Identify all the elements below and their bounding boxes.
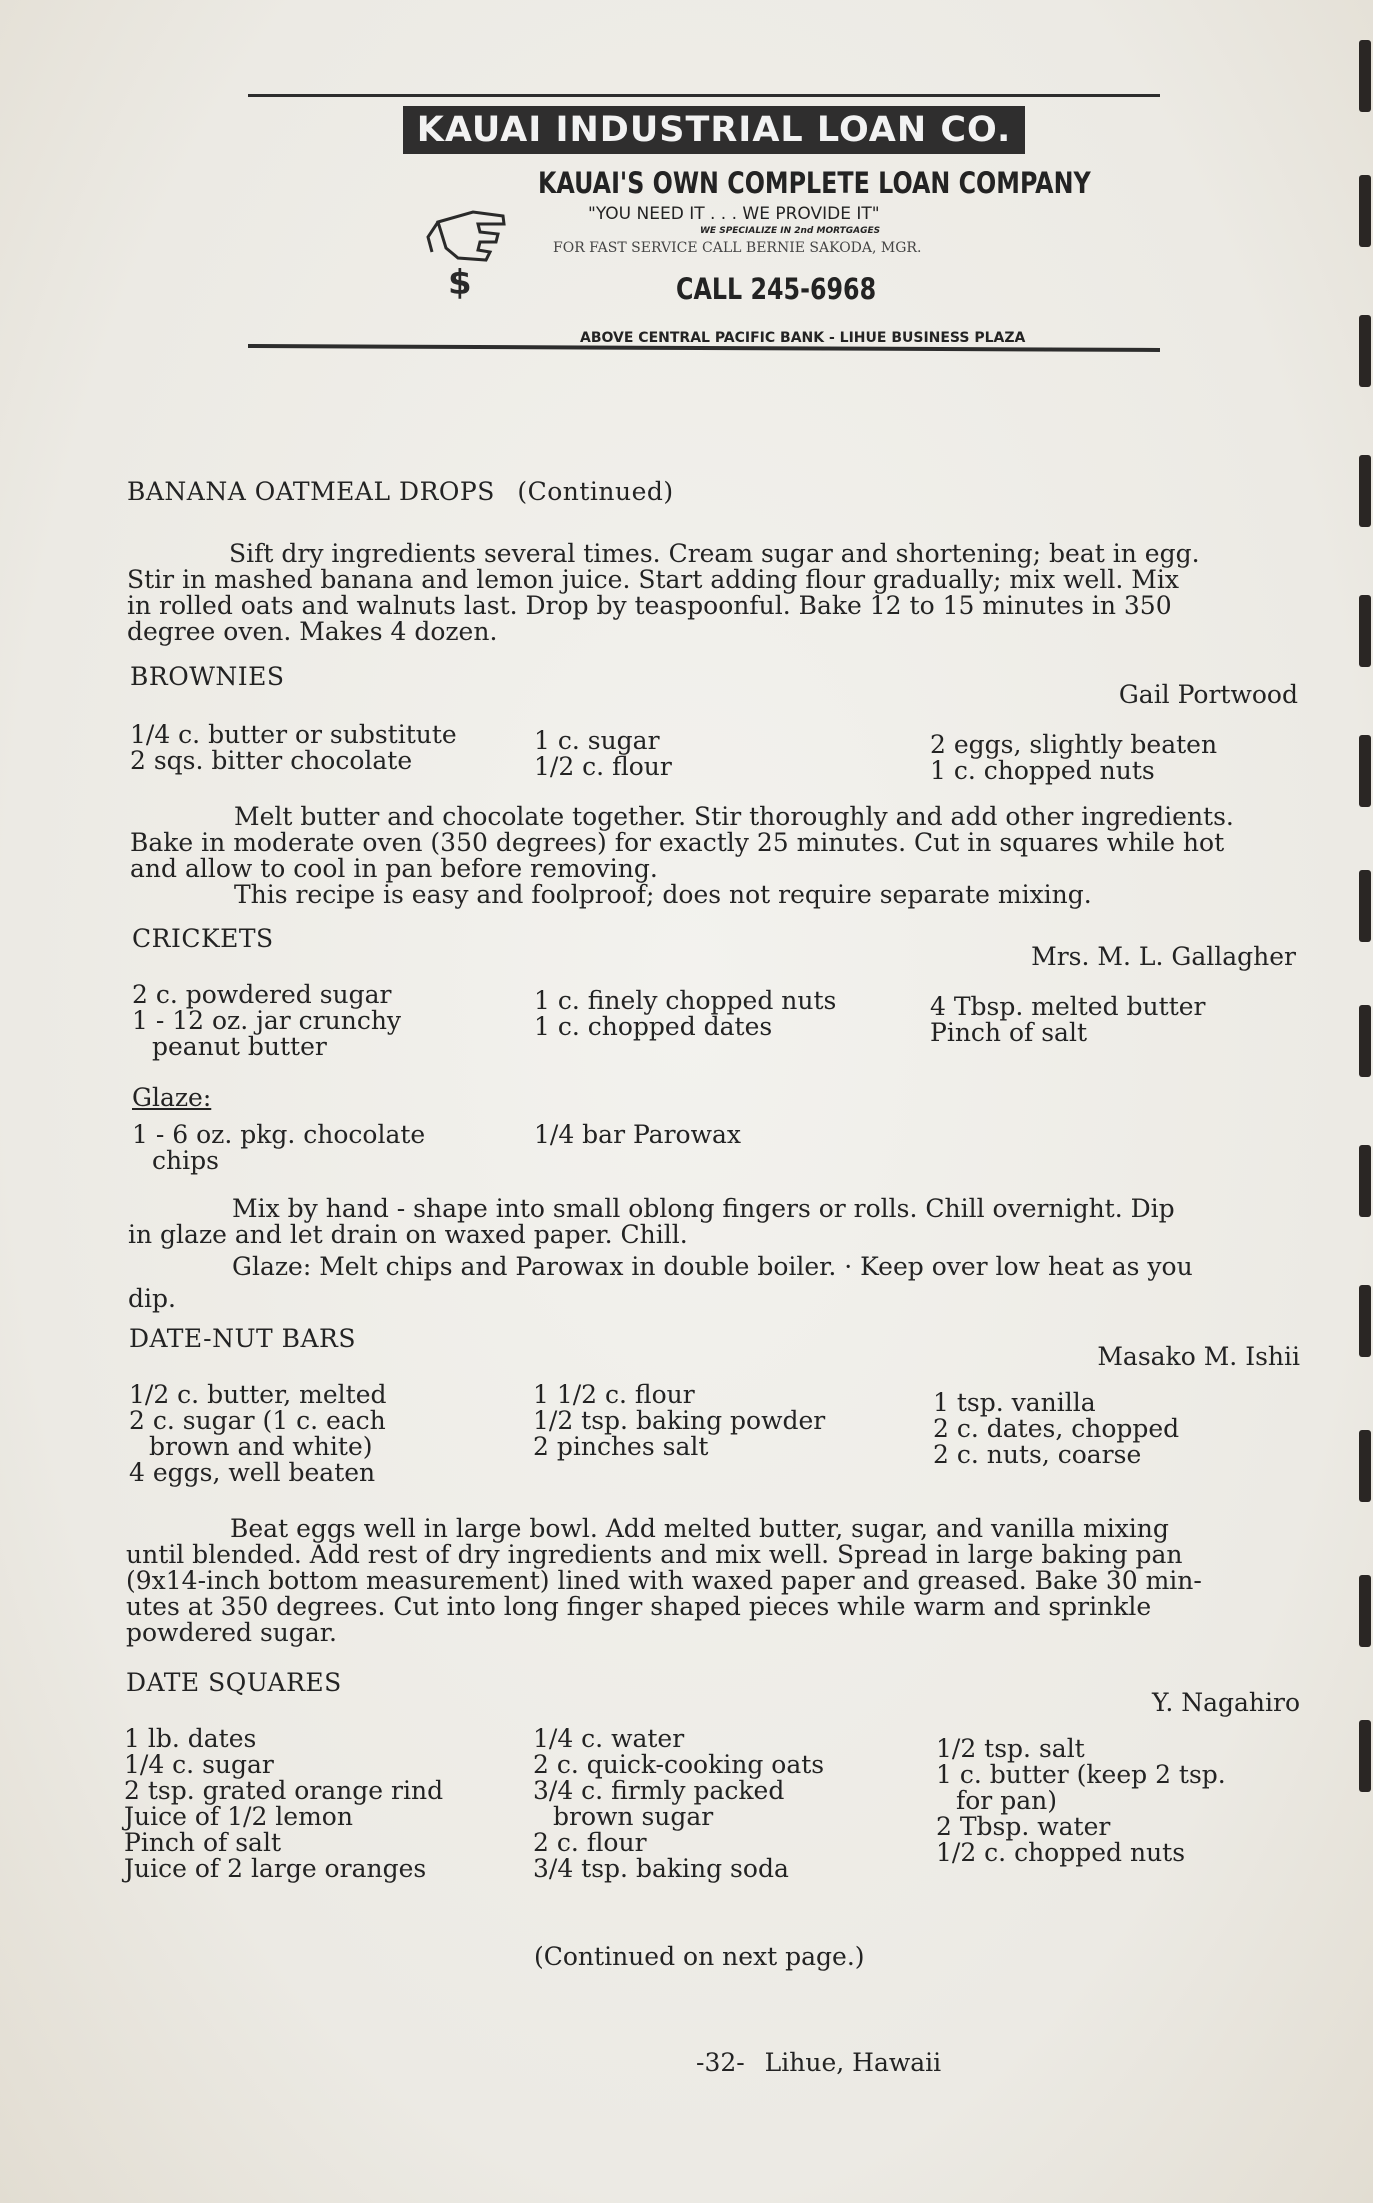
ingredient: brown sugar bbox=[553, 1802, 714, 1831]
directions-line: (9x14-inch bottom measurement) lined with waxed paper and greased. Bake 30 min- bbox=[126, 1566, 1202, 1595]
footer-location: Lihue, Hawaii bbox=[764, 2048, 942, 2077]
ingredient: 1 - 12 oz. jar crunchy bbox=[132, 1006, 402, 1035]
ingredient: 1/4 bar Parowax bbox=[534, 1120, 741, 1149]
recipe-title-datenut: DATE-NUT BARS bbox=[129, 1324, 357, 1353]
ingredient: Juice of 2 large oranges bbox=[124, 1854, 427, 1883]
ingredient: chips bbox=[152, 1146, 219, 1175]
directions-line: powdered sugar. bbox=[126, 1618, 337, 1647]
ingredients-col-1 bbox=[129, 1382, 387, 1486]
ingredients-col-2 bbox=[533, 1382, 825, 1460]
ingredients-col-3 bbox=[936, 1736, 1226, 1866]
ingredients-col-1 bbox=[124, 1726, 443, 1882]
directions-line: Mix by hand - shape into small oblong fingers or rolls. Chill overnight. Dip bbox=[232, 1194, 1175, 1223]
ingredient: 2 c. dates, chopped bbox=[933, 1414, 1180, 1443]
ingredients-col-1 bbox=[132, 982, 401, 1060]
glaze-label: Glaze: bbox=[132, 1083, 212, 1112]
brownies-directions bbox=[130, 804, 1300, 908]
recipe-title-banana bbox=[127, 479, 674, 505]
continued-note: (Continued) bbox=[517, 477, 674, 506]
ingredient: 1 c. chopped dates bbox=[534, 1012, 773, 1041]
ingredient: peanut butter bbox=[152, 1032, 327, 1061]
ingredient: 1/4 c. sugar bbox=[124, 1750, 274, 1779]
ingredient: 1/2 c. butter, melted bbox=[129, 1380, 387, 1409]
directions-line: Bake in moderate oven (350 degrees) for exactly 25 minutes. Cut in squares while hot bbox=[130, 828, 1225, 857]
page-number: -32- bbox=[696, 2048, 745, 2077]
pointing-hand-icon bbox=[418, 182, 518, 302]
ingredient: 2 c. quick-cooking oats bbox=[533, 1750, 825, 1779]
ingredients-col-3 bbox=[930, 994, 1206, 1046]
ingredient: 4 eggs, well beaten bbox=[129, 1458, 376, 1487]
datenut-directions bbox=[126, 1516, 1286, 1646]
ingredients-col-3 bbox=[930, 732, 1217, 784]
ingredient: 2 c. nuts, coarse bbox=[933, 1440, 1142, 1469]
ad-banner: KAUAI INDUSTRIAL LOAN CO. bbox=[403, 106, 1025, 154]
ingredient: Pinch of salt bbox=[930, 1018, 1087, 1047]
ingredient: Pinch of salt bbox=[124, 1828, 281, 1857]
recipe-title-crickets: CRICKETS bbox=[132, 924, 274, 953]
ingredient: 2 c. powdered sugar bbox=[132, 980, 392, 1009]
glaze-col-2 bbox=[534, 1122, 741, 1148]
recipe-author: Gail Portwood bbox=[1118, 680, 1298, 709]
crickets-directions bbox=[128, 1196, 1300, 1312]
ingredient: 3/4 c. firmly packed bbox=[533, 1776, 785, 1805]
ingredient: brown and white) bbox=[149, 1432, 373, 1461]
ingredient: 2 Tbsp. water bbox=[936, 1812, 1111, 1841]
loan-company-ad bbox=[248, 92, 1160, 362]
directions-line: in glaze and let drain on waxed paper. Chill. bbox=[128, 1220, 688, 1249]
ingredient: 4 Tbsp. melted butter bbox=[930, 992, 1206, 1021]
ad-slogan: "YOU NEED IT . . . WE PROVIDE IT" bbox=[588, 204, 880, 224]
banana-directions bbox=[127, 541, 1297, 645]
directions-line: This recipe is easy and foolproof; does not require separate mixing. bbox=[234, 880, 1092, 909]
glaze-col-1 bbox=[132, 1122, 425, 1174]
recipe-title-datesq: DATE SQUARES bbox=[126, 1668, 342, 1697]
ingredient: 2 sqs. bitter chocolate bbox=[130, 746, 413, 775]
directions-line: utes at 350 degrees. Cut into long finger shaped pieces while warm and sprinkle bbox=[126, 1592, 1152, 1621]
page-footer bbox=[696, 2050, 941, 2076]
spiral-binding bbox=[1353, 0, 1373, 2203]
ingredient: Juice of 1/2 lemon bbox=[124, 1802, 353, 1831]
directions-line: in rolled oats and walnuts last. Drop by teaspoonful. Bake 12 to 15 minutes in 350 bbox=[127, 591, 1172, 620]
directions-line: Melt butter and chocolate together. Stir thoroughly and add other ingredients. bbox=[234, 802, 1234, 831]
ingredient: 1 - 6 oz. pkg. chocolate bbox=[132, 1120, 426, 1149]
ingredient: 1 c. chopped nuts bbox=[930, 756, 1155, 785]
ingredient: 1 c. finely chopped nuts bbox=[534, 986, 837, 1015]
ingredients-col-1 bbox=[130, 722, 457, 774]
ad-subtitle: KAUAI'S OWN COMPLETE LOAN COMPANY bbox=[538, 166, 1091, 200]
ingredient: 1 tsp. vanilla bbox=[933, 1388, 1096, 1417]
ingredients-col-2 bbox=[534, 988, 836, 1040]
ingredient: 1/4 c. butter or substitute bbox=[130, 720, 457, 749]
ingredient: 2 c. sugar (1 c. each bbox=[129, 1406, 386, 1435]
ingredient: 2 tsp. grated orange rind bbox=[124, 1776, 444, 1805]
ingredient: 1/4 c. water bbox=[533, 1724, 685, 1753]
directions-line: Beat eggs well in large bowl. Add melted butter, sugar, and vanilla mixing bbox=[230, 1514, 1169, 1543]
directions-line: Glaze: Melt chips and Parowax in double boiler. · Keep over low heat as you bbox=[232, 1252, 1193, 1281]
ad-service: FOR FAST SERVICE CALL BERNIE SAKODA, MGR. bbox=[553, 240, 922, 256]
directions-line: and allow to cool in pan before removing. bbox=[130, 854, 658, 883]
ingredient: 1 c. butter (keep 2 tsp. bbox=[936, 1760, 1226, 1789]
ingredient: 2 pinches salt bbox=[533, 1432, 709, 1461]
ad-top-rule bbox=[248, 94, 1160, 97]
ad-address: ABOVE CENTRAL PACIFIC BANK - LIHUE BUSINESS PLAZA bbox=[580, 330, 1026, 346]
recipe-title-brownies: BROWNIES bbox=[130, 662, 285, 691]
dollar-sign-icon: $ bbox=[448, 263, 472, 302]
directions-line: until blended. Add rest of dry ingredients and mix well. Spread in large baking pan bbox=[126, 1540, 1183, 1569]
ingredients-col-3 bbox=[933, 1390, 1179, 1468]
recipe-author: Masako M. Ishii bbox=[1097, 1342, 1300, 1371]
directions-line: Sift dry ingredients several times. Cream sugar and shortening; beat in egg. bbox=[229, 539, 1200, 568]
continued-next-page: (Continued on next page.) bbox=[534, 1942, 865, 1971]
directions-line: degree oven. Makes 4 dozen. bbox=[127, 617, 498, 646]
ingredients-col-2 bbox=[533, 1726, 824, 1882]
ad-specialize: WE SPECIALIZE IN 2nd MORTGAGES bbox=[700, 226, 881, 236]
recipe-author: Mrs. M. L. Gallagher bbox=[1031, 942, 1296, 971]
ingredient: 1/2 tsp. baking powder bbox=[533, 1406, 826, 1435]
ingredient: 1/2 c. flour bbox=[534, 752, 672, 781]
ingredient: 3/4 tsp. baking soda bbox=[533, 1854, 789, 1883]
recipe-author: Y. Nagahiro bbox=[1152, 1688, 1300, 1717]
ingredient: 1 lb. dates bbox=[124, 1724, 257, 1753]
directions-line: dip. bbox=[128, 1284, 176, 1313]
ingredients-col-2 bbox=[534, 728, 672, 780]
ad-phone: CALL 245-6968 bbox=[676, 272, 877, 306]
directions-line: Stir in mashed banana and lemon juice. Start adding flour gradually; mix well. Mix bbox=[127, 565, 1179, 594]
ingredient: 1/2 tsp. salt bbox=[936, 1734, 1085, 1763]
ingredient: for pan) bbox=[956, 1786, 1057, 1815]
recipe-title: BANANA OATMEAL DROPS bbox=[127, 477, 495, 506]
ingredient: 2 eggs, slightly beaten bbox=[930, 730, 1218, 759]
ingredient: 2 c. flour bbox=[533, 1828, 647, 1857]
ingredient: 1 c. sugar bbox=[534, 726, 660, 755]
ingredient: 1/2 c. chopped nuts bbox=[936, 1838, 1186, 1867]
ingredient: 1 1/2 c. flour bbox=[533, 1380, 695, 1409]
